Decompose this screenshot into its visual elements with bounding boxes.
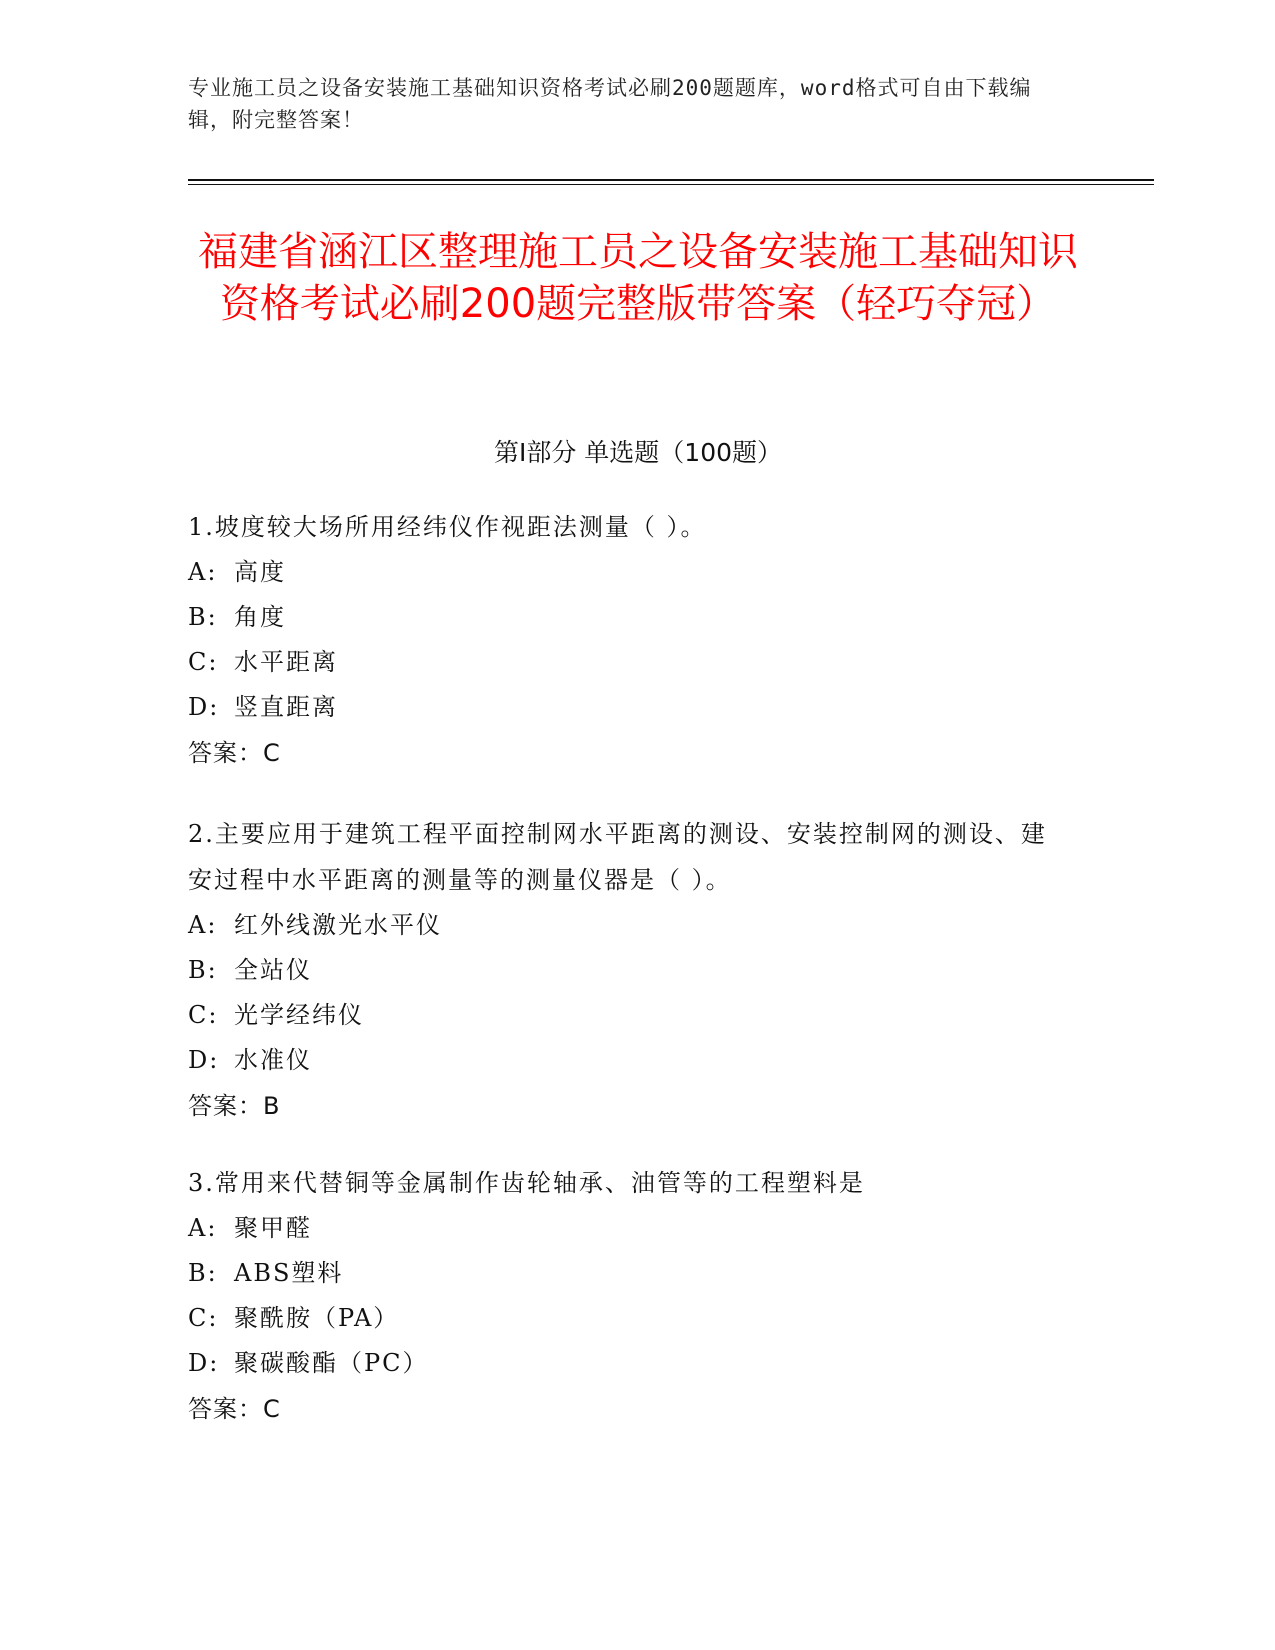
option-letter: C: bbox=[188, 648, 219, 676]
answer-line: 答案：C bbox=[188, 1395, 281, 1423]
option-letter: A: bbox=[188, 558, 218, 586]
question-stem: 1.坡度较大场所用经纬仪作视距法测量（ ）。 bbox=[188, 513, 707, 541]
option-letter: A: bbox=[188, 1214, 218, 1242]
document-title: 福建省涵江区整理施工员之设备安装施工基础知识资格考试必刷200题完整版带答案（轻巧夺冠） bbox=[198, 229, 1078, 327]
option-c bbox=[188, 1296, 1068, 1341]
option-b bbox=[188, 595, 1068, 640]
option-d bbox=[188, 1341, 1068, 1386]
option-c bbox=[188, 640, 1068, 685]
section-title: 第Ⅰ部分 单选题（100题） bbox=[493, 438, 783, 467]
option-c bbox=[188, 993, 1068, 1038]
header-note: 专业施工员之设备安装施工基础知识资格考试必刷200题题库，word格式可自由下载编辑，附完整答案！ bbox=[188, 76, 1032, 132]
option-text: ABS塑料 bbox=[234, 1259, 344, 1287]
option-letter: C: bbox=[188, 1304, 219, 1332]
option-letter: B: bbox=[188, 1259, 218, 1287]
option-text: 全站仪 bbox=[234, 956, 312, 984]
answer-line: 答案：B bbox=[188, 1092, 281, 1120]
option-text: 聚酰胺（PA） bbox=[234, 1304, 400, 1332]
option-d bbox=[188, 685, 1068, 730]
option-a bbox=[188, 1206, 1068, 1251]
option-text: 光学经纬仪 bbox=[234, 1001, 364, 1029]
option-letter: B: bbox=[188, 956, 218, 984]
option-letter: B: bbox=[188, 603, 218, 631]
option-b bbox=[188, 948, 1068, 993]
option-b bbox=[188, 1251, 1068, 1296]
option-text: 竖直距离 bbox=[234, 693, 338, 721]
option-letter: D: bbox=[188, 1046, 220, 1074]
option-letter: C: bbox=[188, 1001, 219, 1029]
question-2 bbox=[188, 811, 1068, 1129]
option-d bbox=[188, 1038, 1068, 1083]
question-1 bbox=[188, 504, 1068, 776]
option-letter: D: bbox=[188, 693, 220, 721]
question-3 bbox=[188, 1160, 1068, 1432]
header-divider-thin bbox=[188, 184, 1154, 185]
question-stem: 3.常用来代替铜等金属制作齿轮轴承、油管等的工程塑料是 bbox=[188, 1169, 865, 1197]
option-a bbox=[188, 550, 1068, 595]
header-divider-thick bbox=[188, 179, 1154, 181]
option-letter: D: bbox=[188, 1349, 220, 1377]
option-text: 水平距离 bbox=[234, 648, 338, 676]
option-text: 高度 bbox=[234, 558, 286, 586]
option-text: 红外线激光水平仪 bbox=[234, 911, 442, 939]
answer-line: 答案：C bbox=[188, 739, 281, 767]
question-stem: 2.主要应用于建筑工程平面控制网水平距离的测设、安装控制网的测设、建安过程中水平距离的测量等的测量仪器是（ ）。 bbox=[188, 820, 1047, 894]
option-a bbox=[188, 903, 1068, 948]
option-text: 角度 bbox=[234, 603, 286, 631]
option-letter: A: bbox=[188, 911, 218, 939]
option-text: 聚甲醛 bbox=[234, 1214, 312, 1242]
option-text: 聚碳酸酯（PC） bbox=[234, 1349, 429, 1377]
option-text: 水准仪 bbox=[234, 1046, 312, 1074]
